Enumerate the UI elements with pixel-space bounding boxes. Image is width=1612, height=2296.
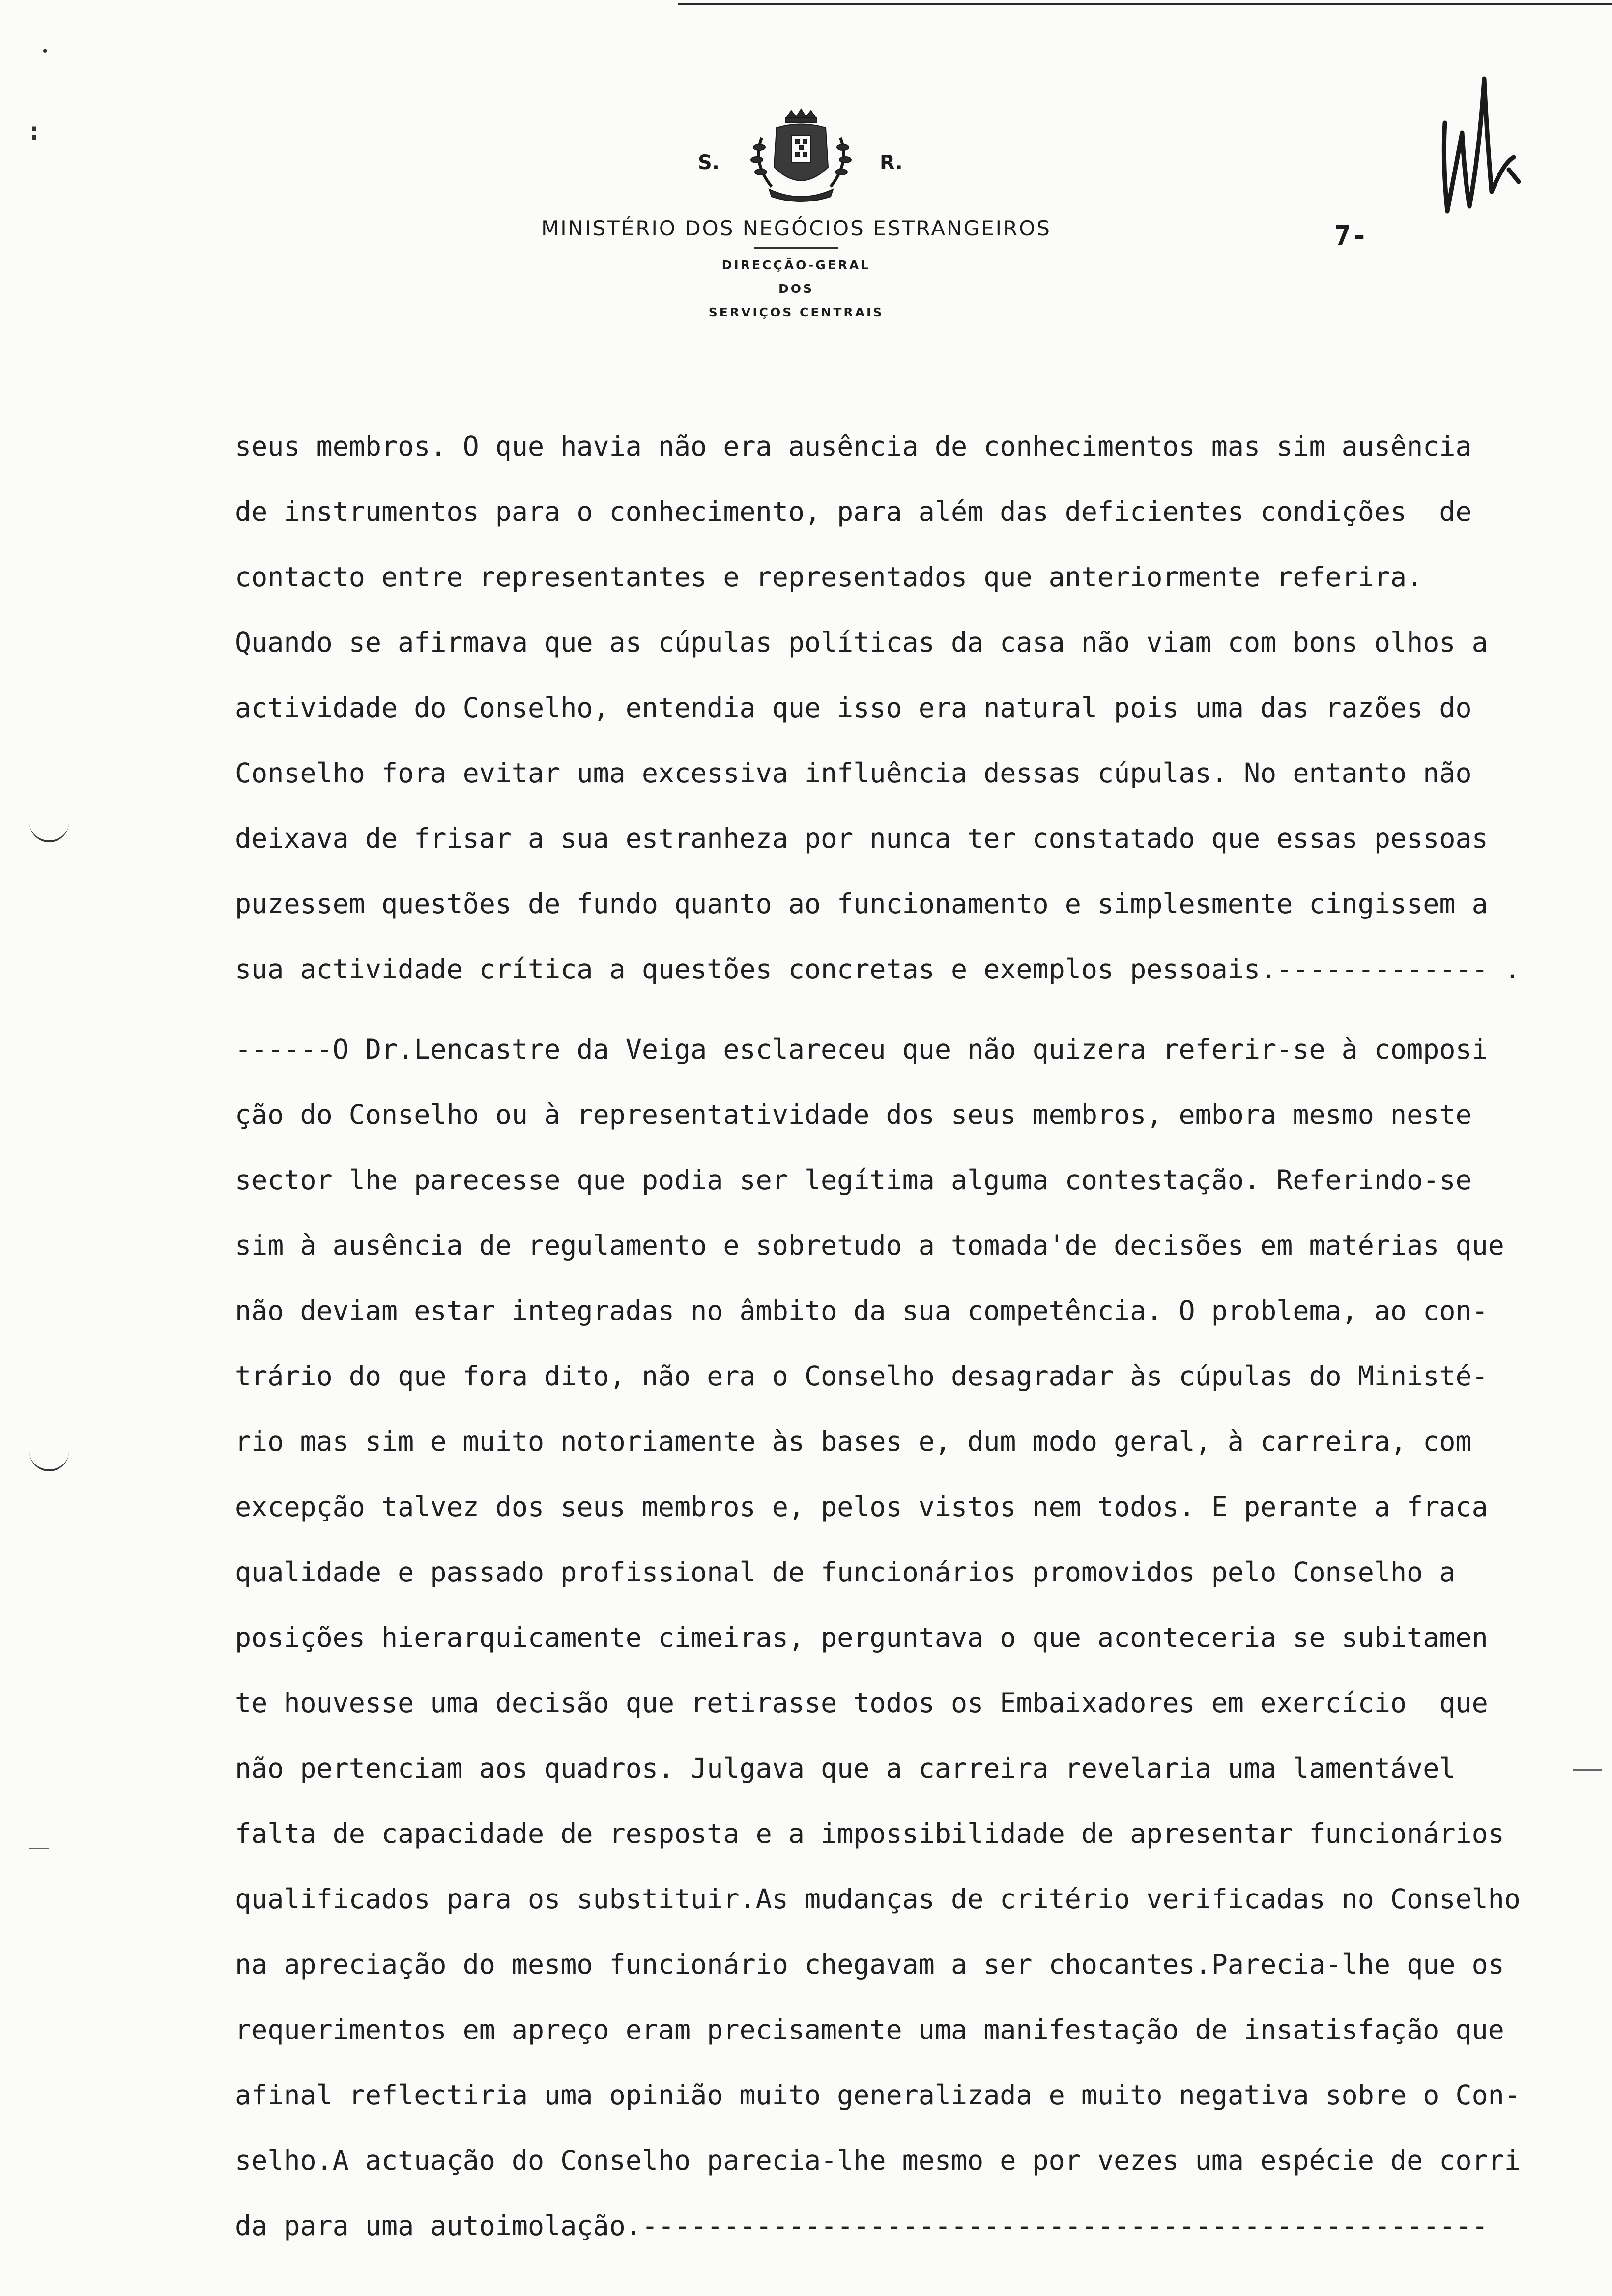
text-line: posições hierarquicamente cimeiras, perguntava o que aconteceria se subitamen — [235, 1622, 1488, 1653]
subhead-line-1: DIRECÇÃO-GERAL — [721, 258, 871, 272]
text-line: qualificados para os substituir.As mudanças de critério verificadas no Conselho — [235, 1883, 1521, 1915]
top-edge-rule — [678, 3, 1612, 5]
text-line: rio mas sim e muito notoriamente às bases e, dum modo geral, à carreira, com — [235, 1426, 1472, 1457]
margin-scribble: : — [29, 118, 39, 145]
paragraph-gap — [235, 1002, 1562, 1017]
text-line: falta de capacidade de resposta e a impossibilidade de apresentar funcionários — [235, 1818, 1504, 1849]
text-line: puzessem questões de fundo quanto ao funcionamento e simplesmente cingissem a — [235, 888, 1488, 919]
text-line: na apreciação do mesmo funcionário chegavam a ser chocantes.Parecia-lhe que os — [235, 1949, 1504, 1980]
text-line: deixava de frisar a sua estranheza por nunca ter constatado que essas pessoas — [235, 823, 1488, 854]
text-line: sim à ausência de regulamento e sobretudo a tomada'de decisões em matérias que — [235, 1230, 1504, 1261]
punch-hole-mark — [29, 821, 69, 842]
text-line: excepção talvez dos seus membros e, pelos vistos nem todos. E perante a fraca — [235, 1491, 1488, 1522]
margin-dash — [29, 1848, 49, 1849]
punch-hole-mark — [29, 1450, 69, 1471]
text-line: sector lhe parecesse que podia ser legítima alguma contestação. Referindo-se — [235, 1164, 1472, 1196]
ministry-underline — [754, 247, 838, 249]
text-line: qualidade e passado profissional de funcionários promovidos pelo Conselho a — [235, 1556, 1456, 1588]
text-line: Conselho fora evitar uma excessiva influência dessas cúpulas. No entanto não — [235, 757, 1472, 789]
page-number: 7- — [1334, 220, 1368, 252]
text-line: ção do Conselho ou à representatividade dos seus membros, embora mesmo neste — [235, 1099, 1472, 1130]
letterhead-left-letter: S. — [698, 151, 720, 174]
text-line: ------O Dr.Lencastre da Veiga esclareceu que não quizera referir-se à composi — [235, 1033, 1488, 1065]
coat-of-arms-icon — [742, 108, 860, 206]
text-line: da para uma autoimolação.---------------------------------------------------- — [235, 2210, 1488, 2241]
text-line: afinal reflectiria uma opinião muito generalizada e muito negativa sobre o Con- — [235, 2079, 1521, 2111]
text-line: sua actividade crítica a questões concretas e exemplos pessoais.------------- . — [235, 953, 1521, 985]
text-line: selho.A actuação do Conselho parecia-lhe mesmo e por vezes uma espécie de corri — [235, 2145, 1521, 2176]
text-line: de instrumentos para o conhecimento, para além das deficientes condições de — [235, 496, 1472, 527]
ministry-title: MINISTÉRIO DOS NEGÓCIOS ESTRANGEIROS — [541, 216, 1051, 240]
text-line: contacto entre representantes e representados que anteriormente referira. — [235, 561, 1423, 593]
text-line: te houvesse uma decisão que retirasse todos os Embaixadores em exercício que — [235, 1687, 1488, 1719]
subhead-line-3: SERVIÇOS CENTRAIS — [708, 305, 884, 319]
letterhead — [491, 108, 1101, 324]
text-line: trário do que fora dito, não era o Conselho desagradar às cúpulas do Ministé- — [235, 1360, 1488, 1392]
margin-dot: • — [41, 44, 49, 59]
text-line: actividade do Conselho, entendia que isso era natural pois uma das razões do — [235, 692, 1472, 723]
text-line: não deviam estar integradas no âmbito da sua competência. O problema, ao con- — [235, 1295, 1488, 1326]
margin-dash — [1573, 1769, 1602, 1771]
text-line: requerimentos em apreço eram precisamente uma manifestação de insatisfação que — [235, 2014, 1504, 2045]
text-line: Quando se afirmava que as cúpulas políticas da casa não viam com bons olhos a — [235, 627, 1488, 658]
text-line: não pertenciam aos quadros. Julgava que a carreira revelaria uma lamentável — [235, 1752, 1456, 1784]
subhead-line-2: DOS — [778, 282, 814, 296]
letterhead-right-letter: R. — [880, 151, 903, 174]
crest-row — [491, 108, 1101, 206]
handwritten-initials-signature — [1435, 64, 1524, 231]
text-line: seus membros. O que havia não era ausência de conhecimentos mas sim ausência — [235, 430, 1472, 462]
body-text — [235, 414, 1562, 2259]
